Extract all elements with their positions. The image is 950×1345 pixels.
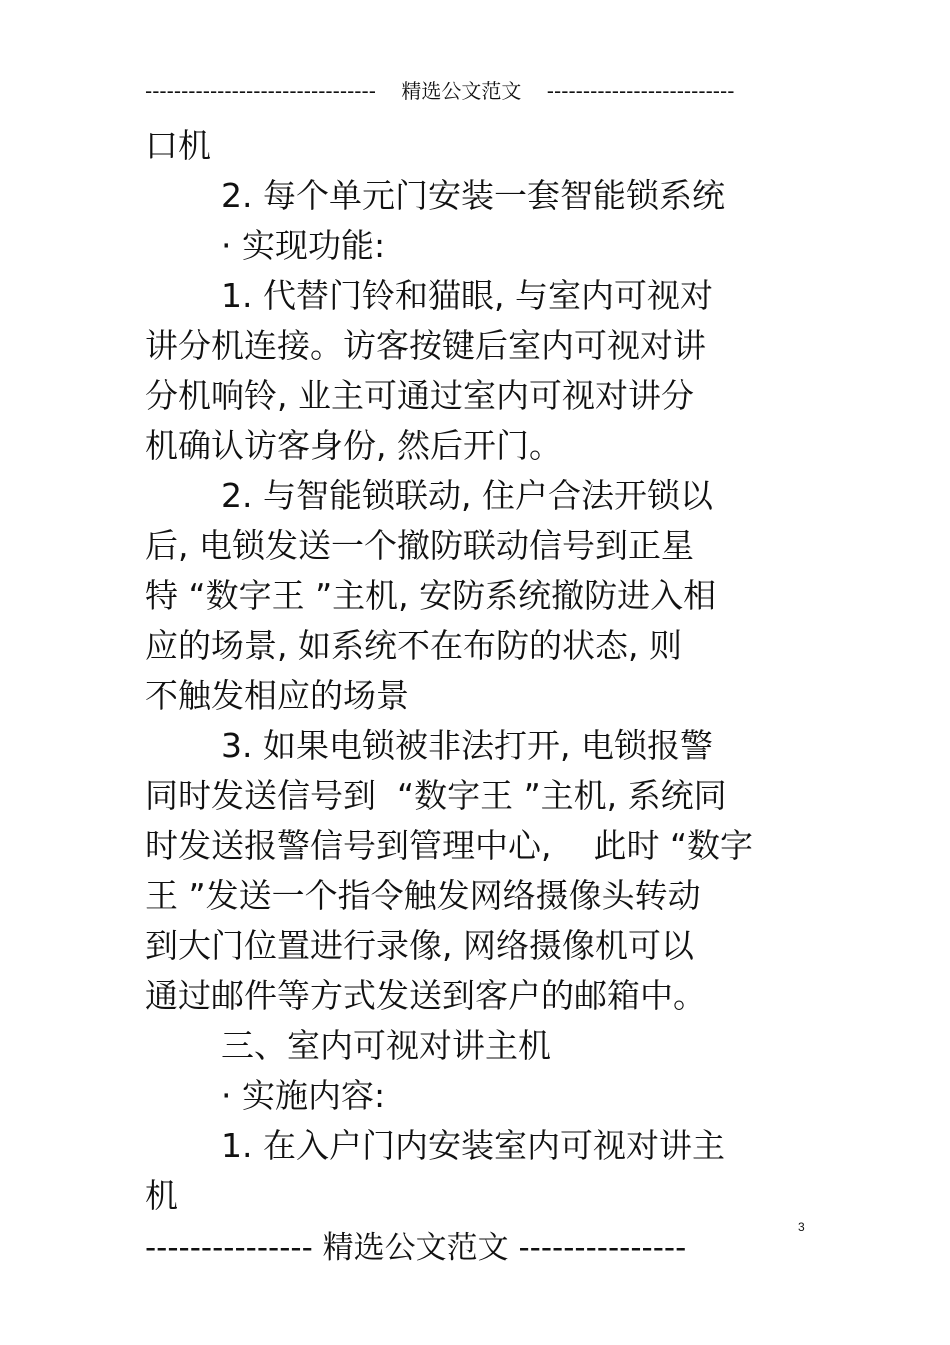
body-line-12: 不触发相应的场景: [145, 676, 409, 715]
body-line-22: 机: [145, 1176, 178, 1215]
body-line-5: 讲分机连接。访客按键后室内可视对讲: [145, 326, 706, 365]
body-line-21: 1. 在入户门内安装室内可视对讲主: [221, 1126, 725, 1165]
body-line-3: · 实现功能:: [221, 226, 386, 265]
body-line-11: 应的场景, 如系统不在布防的状态, 则: [145, 626, 682, 665]
body-line-6: 分机响铃, 业主可通过室内可视对讲分: [145, 376, 694, 415]
body-line-20: · 实施内容:: [221, 1076, 386, 1115]
body-line-9: 后, 电锁发送一个撤防联动信号到正星: [145, 526, 694, 565]
body-line-2: 2. 每个单元门安装一套智能锁系统: [221, 176, 725, 215]
body-line-4: 1. 代替门铃和猫眼, 与室内可视对: [221, 276, 713, 315]
page-number: 3: [798, 1220, 805, 1234]
page-footer: --------------- 精选公文范文 ---------------: [145, 1230, 687, 1266]
body-line-8: 2. 与智能锁联动, 住户合法开锁以: [221, 476, 713, 515]
body-line-16: 王 ”发送一个指令触发网络摄像头转动: [145, 876, 701, 915]
page-header: -------------------------------- 精选公文范文 --------------------------: [145, 79, 735, 103]
body-line-13: 3. 如果电锁被非法打开, 电锁报警: [221, 726, 713, 765]
body-line-14: 同时发送信号到 “数字王 ”主机, 系统同: [145, 776, 727, 815]
body-line-17: 到大门位置进行录像, 网络摄像机可以: [145, 926, 694, 965]
body-line-7: 机确认访客身份, 然后开门。: [145, 426, 562, 465]
body-line-1: 口机: [145, 126, 211, 165]
body-line-19: 三、室内可视对讲主机: [221, 1026, 551, 1065]
body-line-18: 通过邮件等方式发送到客户的邮箱中。: [145, 976, 706, 1015]
body-line-10: 特 “数字王 ”主机, 安防系统撤防进入相: [145, 576, 717, 615]
body-line-15: 时发送报警信号到管理中心, 此时 “数字: [145, 826, 754, 865]
